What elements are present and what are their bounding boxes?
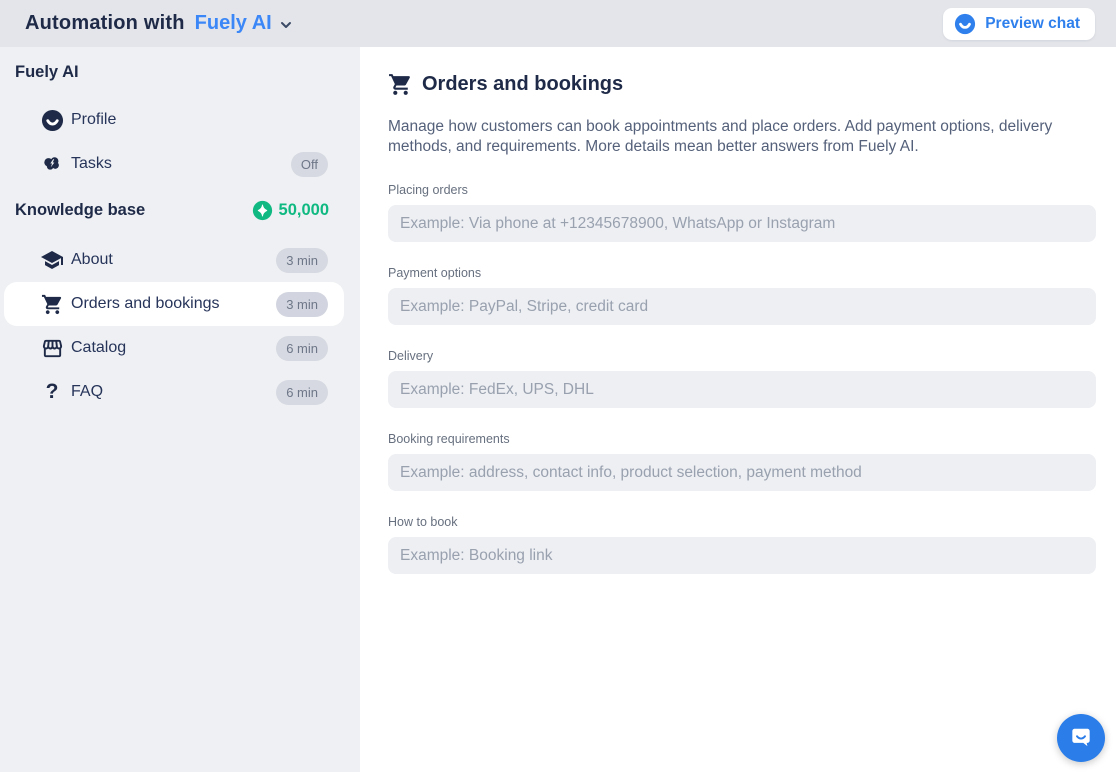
section-description: Manage how customers can book appointments and place orders. Add payment options, delivery methods, and requirements. More details mean better answers from Fuely AI.	[388, 118, 1053, 155]
preview-chat-button[interactable]	[943, 8, 1095, 40]
field-placing-orders	[388, 183, 1096, 242]
delivery-input[interactable]	[388, 371, 1096, 408]
page-title-prefix: Automation with	[25, 12, 185, 34]
page-title: Orders and bookings	[422, 72, 624, 95]
field-label: How to book	[388, 515, 458, 529]
storefront-icon	[40, 336, 64, 360]
knowledge-base-title: Knowledge base	[15, 200, 146, 219]
field-delivery	[388, 349, 1096, 408]
section-header	[388, 70, 1096, 98]
sidebar-item-tasks[interactable]	[4, 142, 344, 186]
duration-badge: 3 min	[276, 248, 328, 273]
brand-name: Fuely AI	[194, 12, 272, 34]
field-label: Placing orders	[388, 183, 468, 197]
field-label: Booking requirements	[388, 432, 510, 446]
profile-smiley-icon	[40, 108, 64, 132]
sidebar-item-label: FAQ	[71, 383, 104, 400]
field-payment-options	[388, 266, 1096, 325]
sidebar-item-profile[interactable]	[4, 98, 344, 142]
main-panel	[360, 47, 1116, 772]
sidebar-item-label: Profile	[71, 111, 117, 128]
sidebar-item-label: Catalog	[71, 339, 127, 356]
sidebar-item-faq[interactable]	[4, 370, 344, 414]
sidebar	[0, 47, 360, 772]
booking-requirements-input[interactable]	[388, 454, 1096, 491]
knowledge-base-header	[0, 192, 360, 228]
orders-form	[388, 183, 1096, 574]
sidebar-item-about[interactable]	[4, 238, 344, 282]
duration-badge: 6 min	[276, 380, 328, 405]
credits-counter	[252, 200, 329, 221]
sidebar-item-catalog[interactable]	[4, 326, 344, 370]
sidebar-item-orders-and-bookings[interactable]	[4, 282, 344, 326]
field-label: Delivery	[388, 349, 434, 363]
preview-chat-label: Preview chat	[985, 14, 1080, 32]
placing-orders-input[interactable]	[388, 205, 1096, 242]
top-header	[0, 0, 1116, 47]
tasks-status-badge: Off	[291, 152, 328, 177]
duration-badge: 3 min	[276, 292, 328, 317]
sidebar-item-label: Orders and bookings	[71, 295, 220, 312]
field-how-to-book	[388, 515, 1096, 574]
question-mark-icon: ?	[45, 380, 59, 403]
payment-options-input[interactable]	[388, 288, 1096, 325]
field-booking-requirements	[388, 432, 1096, 491]
chat-smiley-icon	[954, 13, 976, 35]
sidebar-item-label: Tasks	[71, 155, 112, 172]
shopping-cart-icon	[40, 292, 64, 316]
chevron-down-icon	[278, 17, 294, 33]
brain-icon	[40, 152, 64, 176]
graduation-cap-icon	[40, 248, 64, 272]
sidebar-app-name: Fuely AI	[15, 63, 79, 81]
bot-selector-dropdown[interactable]	[195, 12, 294, 35]
duration-badge: 6 min	[276, 336, 328, 361]
gem-icon	[252, 200, 273, 221]
field-label: Payment options	[388, 266, 482, 280]
chat-launcher-button[interactable]	[1057, 714, 1105, 762]
sidebar-item-label: About	[71, 251, 113, 268]
credits-count: 50,000	[278, 200, 329, 219]
shopping-cart-icon	[388, 72, 413, 97]
chat-bubble-icon	[1068, 725, 1094, 751]
how-to-book-input[interactable]	[388, 537, 1096, 574]
